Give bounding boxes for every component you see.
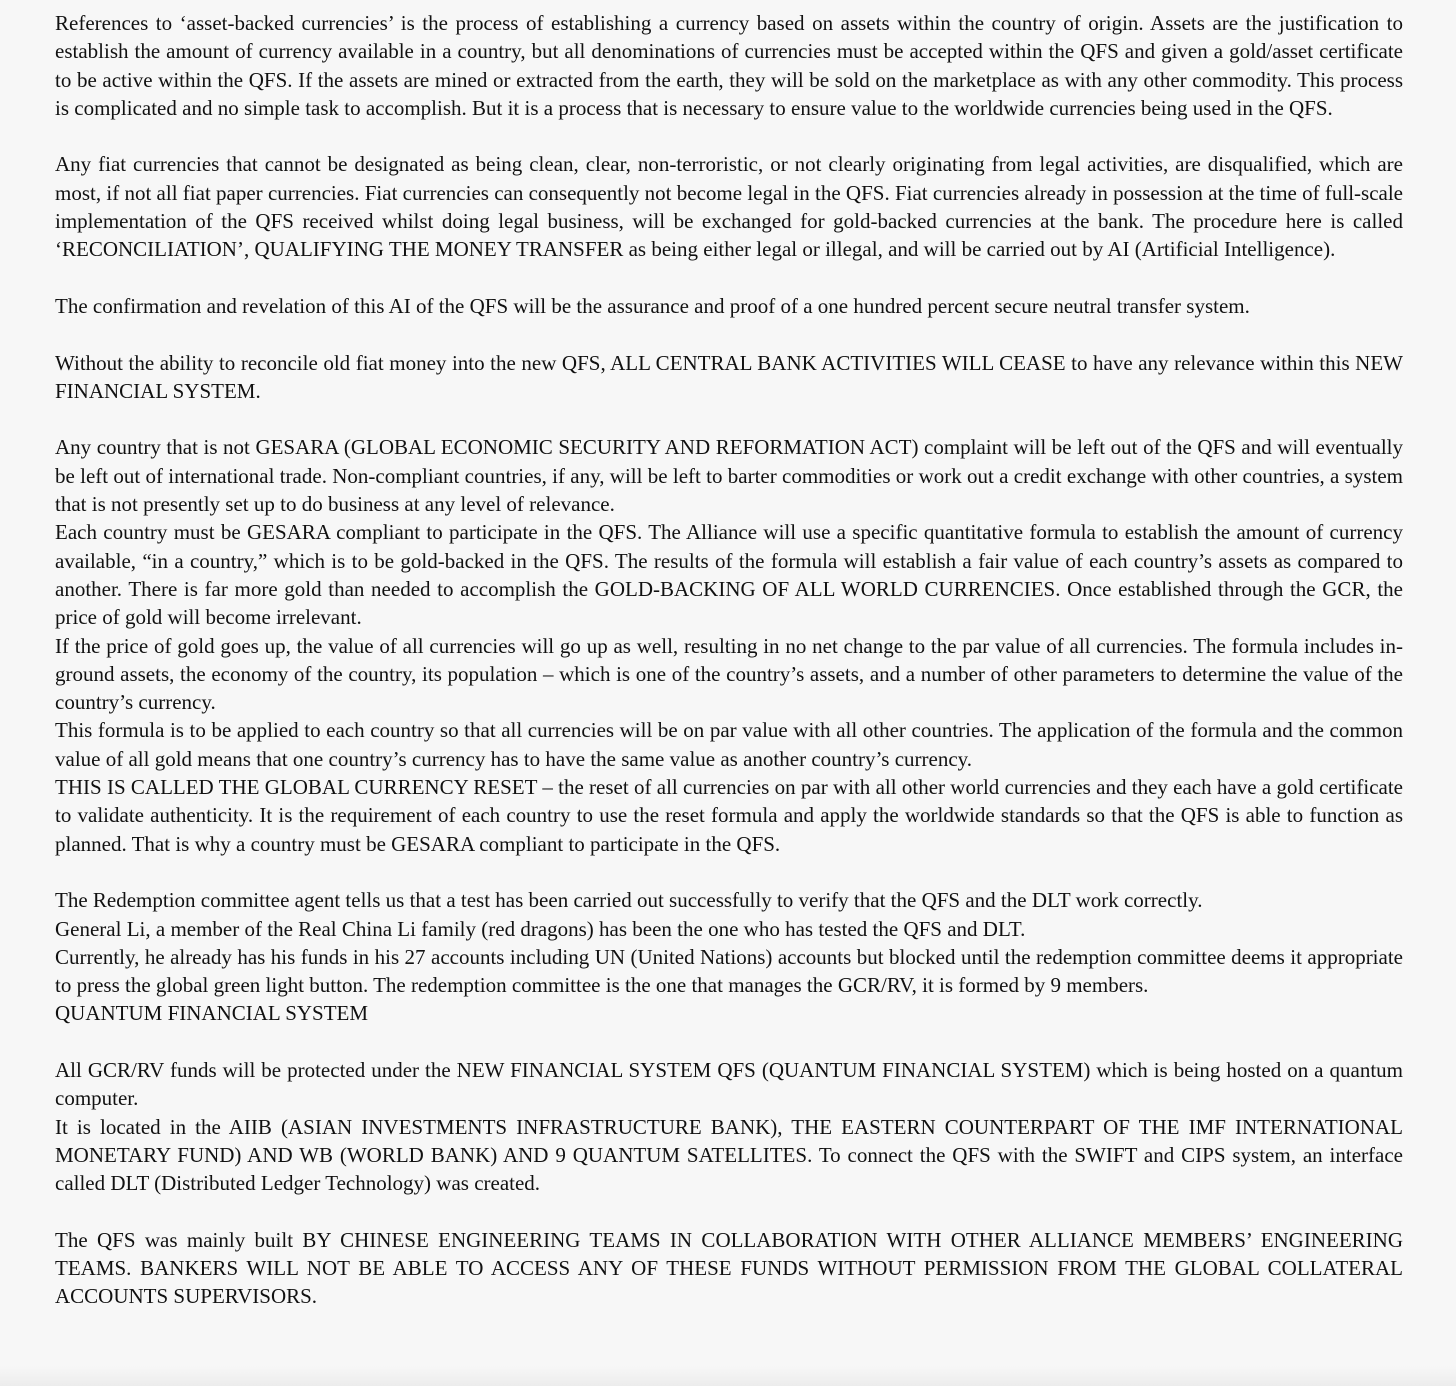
paragraph-general-li: General Li, a member of the Real China Li family (red dragons) has been the one who has tested the QFS and DLT. xyxy=(55,916,1026,941)
bottom-edge-shade xyxy=(0,1366,1456,1386)
paragraph-qfs-built: The QFS was mainly built BY CHINESE ENGINEERING TEAMS IN COLLABORATION WITH OTHER ALLIANCE MEMBERS’ ENGINEERING TEAMS. BANKERS WILL NOT BE ABLE TO ACCESS ANY OF THESE FUNDS WITHOUT PERMISSION FROM THE GLOBAL COLLATERAL ACCOUNTS SUPERVISORS. xyxy=(55,1227,1403,1309)
paragraph-gcr-rv-funds: All GCR/RV funds will be protected under the NEW FINANCIAL SYSTEM QFS (QUANTUM FINANCIAL SYSTEM) which is being hosted on a quantum computer. xyxy=(55,1057,1403,1111)
paragraph-global-currency-reset: THIS IS CALLED THE GLOBAL CURRENCY RESET – the reset of all currencies on par with all other world currencies and they each have a gold certificate to validate authenticity. It is the requirement of each country to use the reset formula and apply the worldwide standards so that the QFS is able to function as planned. That is why a country must be GESARA compliant to participate in the QFS. xyxy=(55,775,1403,856)
paragraph-accounts-blocked: Currently, he already has his funds in his 27 accounts including UN (United Nations) accounts but blocked until the redemption committee deems it appropriate to press the global green light button. The redemption committee is the one that manages the GCR/RV, it is formed by 9 members. xyxy=(55,944,1403,998)
paragraph-asset-backed-currencies: References to ‘asset-backed currencies’ is the process of establishing a currency based on assets within the country of origin. Assets are the justification to establish the amount of currency available in a country, but all denominations of currencies must be accepted within the QFS and given a gold/asset certificate to be active within the QFS. If the assets are mined or extracted from the earth, they will be sold on the marketplace as with any other commodity. This process is complicated and no simple task to accomplish. But it is a process that is necessary to ensure value to the worldwide currencies being used in the QFS. xyxy=(55,11,1403,120)
paragraph-aiib-location: It is located in the AIIB (ASIAN INVESTMENTS INFRASTRUCTURE BANK), THE EASTERN COUNTERPART OF THE IMF INTERNATIONAL MONETARY FUND) AND WB (WORLD BANK) AND 9 QUANTUM SATELLITES. To connect the QFS with the SWIFT and CIPS system, an interface called DLT (Distributed Ledger Technology) was created. xyxy=(55,1114,1403,1196)
paragraph-reconcile-fiat: Without the ability to reconcile old fiat money into the new QFS, ALL CENTRAL BANK ACTIVITIES WILL CEASE to have any relevance within this NEW FINANCIAL SYSTEM. xyxy=(55,350,1403,403)
paragraph-redemption-test: The Redemption committee agent tells us that a test has been carried out successfully to verify that the QFS and the DLT work correctly. xyxy=(55,888,1203,913)
paragraph-price-of-gold: If the price of gold goes up, the value of all currencies will go up as well, resulting in no net change to the par value of all currencies. The formula includes in-ground assets, the economy of the country, its population – which is one of the country’s assets, and a number of other parameters to determine the value of the country’s currency. xyxy=(55,633,1403,715)
paragraph-gesara-noncompliant: Any country that is not GESARA (GLOBAL ECONOMIC SECURITY AND REFORMATION ACT) complaint will be left out of the QFS and will eventually be left out of international trade. Non-compliant countries, if any, will be left to barter commodities or work out a credit exchange with other countries, a system that is not presently set up to do business at any level of relevance. xyxy=(55,435,1403,517)
document-body xyxy=(55,9,1403,1311)
paragraph-fiat-currencies: Any fiat currencies that cannot be designated as being clean, clear, non-terroristic, or not clearly originating from legal activities, are disqualified, which are most, if not all fiat paper currencies. Fiat currencies can consequently not become legal in the QFS. Fiat currencies already in possession at the time of full-scale implementation of the QFS received whilst doing legal business, will be exchanged for gold-backed currencies at the bank. The procedure here is called ‘RECONCILIATION’, QUALIFYING THE MONEY TRANSFER as being either legal or illegal, and will be carried out by AI (Artificial Intelligence). xyxy=(55,152,1403,262)
paragraph-ai-confirmation: The confirmation and revelation of this AI of the QFS will be the assurance and proof of a one hundred percent secure neutral transfer system. xyxy=(55,293,1250,318)
section-heading-qfs: QUANTUM FINANCIAL SYSTEM xyxy=(55,1001,369,1026)
paragraph-gesara-compliant: Each country must be GESARA compliant to participate in the QFS. The Alliance will use a specific quantitative formula to establish the amount of currency available, “in a country,” which is to be gold-backed in the QFS. The results of the formula will establish a fair value of each country’s assets as compared to another. There is far more gold than needed to accomplish the GOLD-BACKING OF ALL WORLD CURRENCIES. Once established through the GCR, the price of gold will become irrelevant. xyxy=(55,520,1403,630)
paragraph-formula-par-value: This formula is to be applied to each country so that all currencies will be on par value with all other countries. The application of the formula and the common value of all gold means that one country’s currency has to have the same value as another country’s currency. xyxy=(55,718,1403,771)
